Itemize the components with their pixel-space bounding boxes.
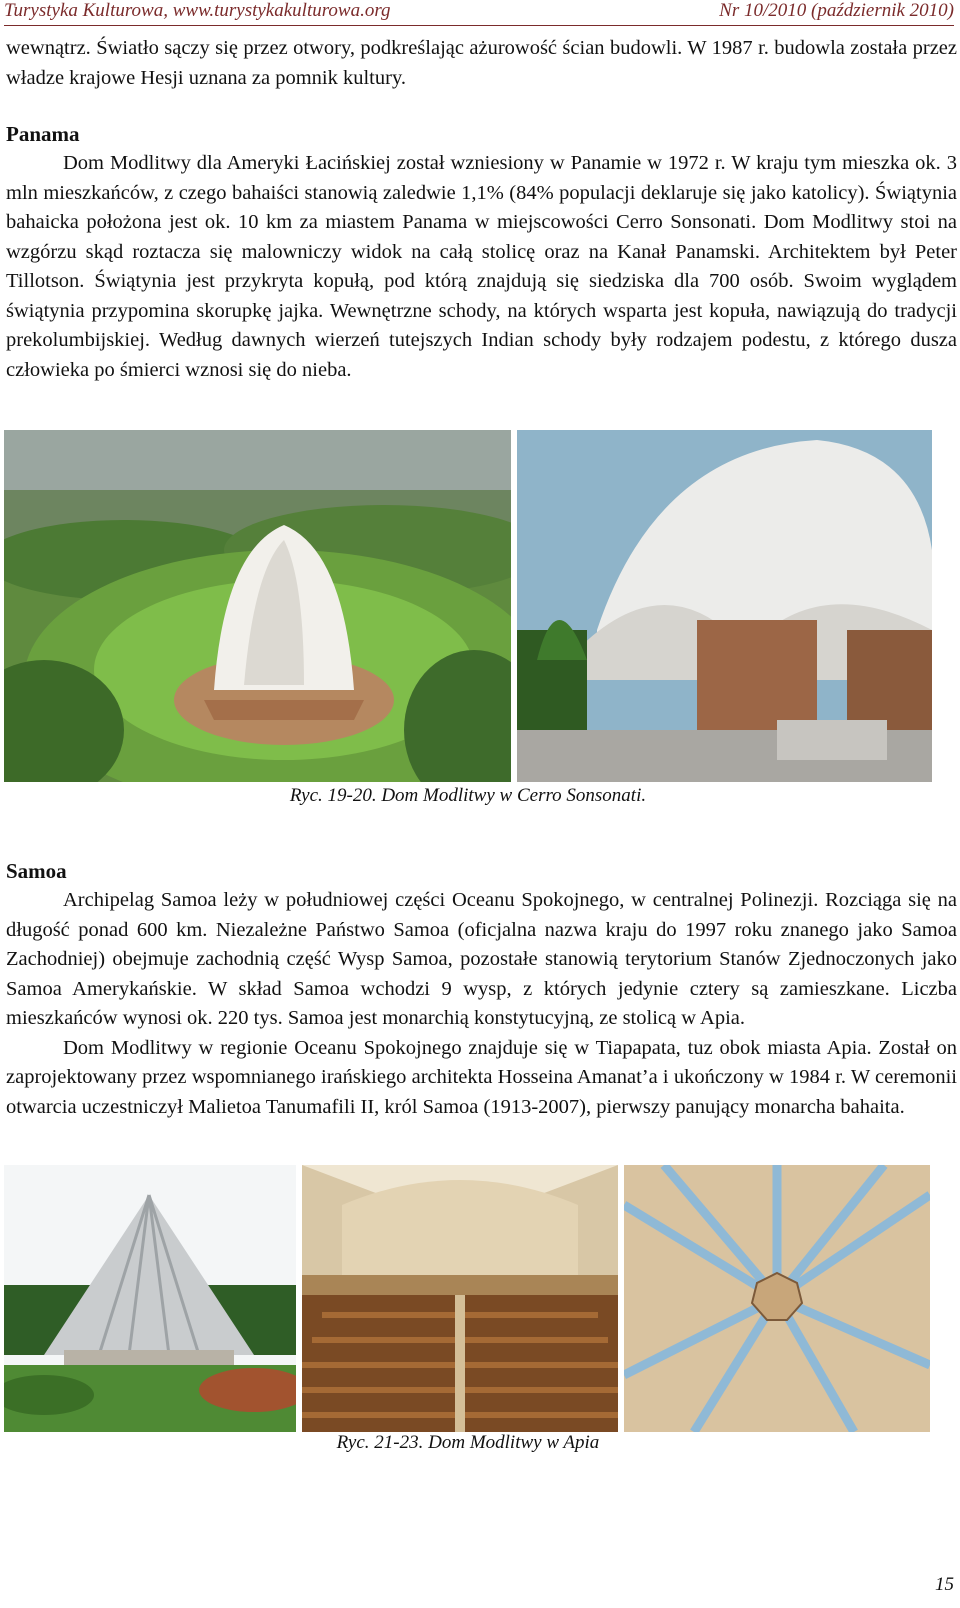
samoa-ceiling-photo (624, 1165, 930, 1432)
panama-closeup-photo (517, 430, 932, 782)
header-rule (4, 25, 954, 26)
samoa-heading: Samoa (6, 859, 67, 883)
panama-section (6, 119, 957, 385)
panama-aerial-photo (4, 430, 511, 782)
page-number: 15 (935, 1574, 954, 1595)
samoa-paragraph-2: Dom Modlitwy w regionie Oceanu Spokojnego znajduje się w Tiapapata, tuz obok miasta Apia. Został on zaprojektowany przez wspomnianego irańskiego architekta Hosseina Amanat’a i ukończony w 1984 r. W ceremonii otwarcia uczestniczył Malietoa Tanumafili II, król Samoa (1913-2007), pierwszy panujący monarcha bahaita. (6, 1036, 957, 1118)
intro-block (6, 34, 957, 93)
panama-figure-caption: Ryc. 19-20. Dom Modlitwy w Cerro Sonsonati. (289, 785, 647, 806)
panama-heading: Panama (6, 122, 80, 146)
panama-paragraph: Dom Modlitwy dla Ameryki Łacińskiej został wzniesiony w Panamie w 1972 r. W kraju tym mieszka ok. 3 mln mieszkańców, z czego bahaiści stanowią zaledwie 1,1% (84% populacji deklaruje się jako katolicy). Świątynia bahaicka położona jest ok. 10 km za miastem Panama w miejscowości Cerro Sonsonati. Dom Modlitwy stoi na wzgórzu skąd roztacza się malowniczy widok na całą stolicę oraz na Kanał Panamski. Architektem był Peter Tillotson. Świątynia jest przykryta kopułą, pod którą znajdują się siedziska dla 700 osób. Swoim wyglądem świątynia przypomina skorupkę jajka. Wewnętrzne schody, na których wsparta jest kopuła, nawiązują do tradycji prekolumbijskiej. Według dawnych wierzeń tutejszych Indian schody były rodzajem podestu, z którego dusza człowieka po śmierci wznosi się do nieba. (6, 152, 957, 381)
samoa-exterior-photo (4, 1165, 296, 1432)
samoa-interior-photo (302, 1165, 618, 1432)
intro-paragraph: wewnątrz. Światło sączy się przez otwory, podkreślając ażurowość ścian budowli. W 1987 r. budowla została przez władze krajowe Hesji uznana za pomnik kultury. (6, 37, 957, 89)
issue-label: Nr 10/2010 (październik 2010) (719, 0, 954, 21)
samoa-section (6, 856, 957, 1122)
samoa-paragraph-1: Archipelag Samoa leży w południowej części Oceanu Spokojnego, w centralnej Polinezji. Rozciąga się na długość ponad 600 km. Niezależne Państwo Samoa (oficjalna nazwa kraju do 1997 roku znanego jako Samoa Zachodniej) obejmuje zachodnią część Wysp Samoa, pozostałe stanowią terytorium Stanów Zjednoczonych jako Samoa Amerykańskie. W skład Samoa wchodzi 9 wysp, z których jedynie cztery są zamieszkane. Liczba mieszkańców wynosi ok. 220 tys. Samoa jest monarchią konstytucyjną, ze stolicą w Apia. (6, 889, 957, 1029)
samoa-figure-caption: Ryc. 21-23. Dom Modlitwy w Apia (336, 1432, 600, 1453)
journal-title: Turystyka Kulturowa, www.turystykakulturowa.org (4, 0, 391, 21)
page-header (4, 0, 954, 24)
